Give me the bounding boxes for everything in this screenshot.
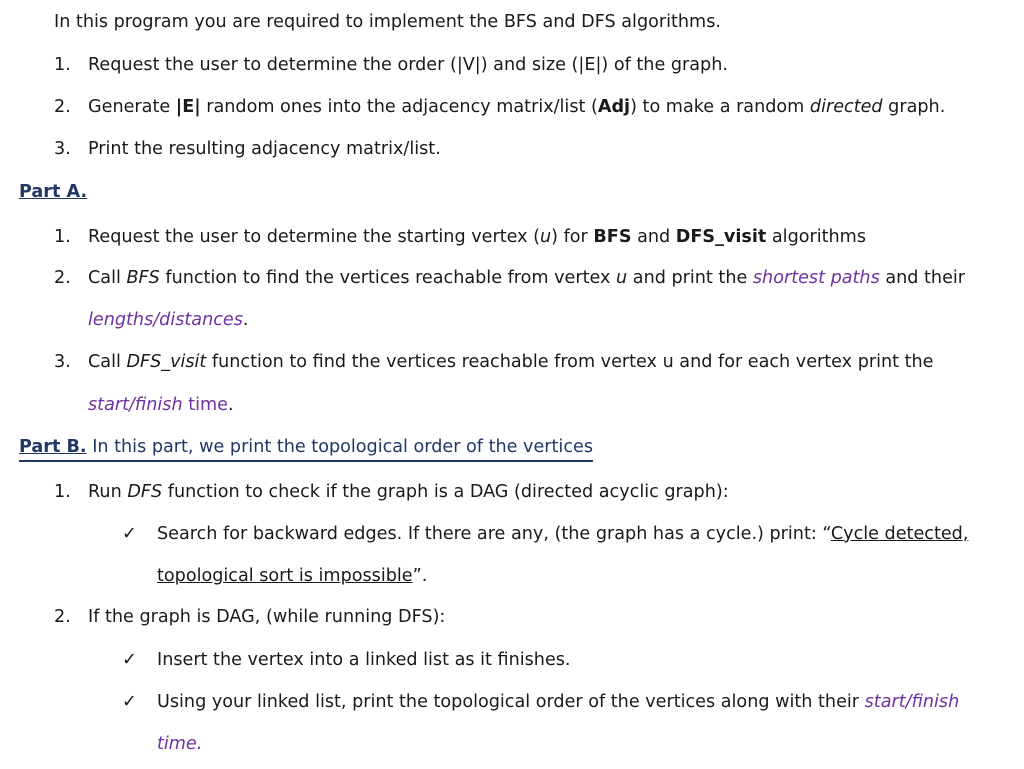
list-text [157,649,571,671]
text-run: Print the resulting adjacency matrix/list. [88,139,441,159]
text-underlined: topological sort is impossible [157,566,413,586]
text-run: Call [88,268,127,288]
text-italic: directed [809,97,883,117]
text-run: function to find the vertices reachable from vertex [159,268,617,288]
list-text [88,54,728,76]
text-run: ) to make a random [630,97,810,117]
list-text [88,267,965,289]
part-b-heading [19,436,593,462]
list-number: 1. [54,55,71,75]
text-emphasis: lengths/distances [88,310,243,330]
text-run: Using your linked list, print the topological order of the vertices along with their [157,692,865,712]
text-run: graph. [882,97,946,117]
text-italic: DFS [127,482,163,502]
text-run: If the graph is DAG, (while running DFS): [88,607,446,627]
text-run: function to check if the graph is a DAG (directed acyclic graph): [162,482,729,502]
list-text [157,733,202,755]
list-number: 3. [54,139,71,159]
intro-text: In this program you are required to implement the BFS and DFS algorithms. [54,12,721,32]
text-bold: DFS_visit [675,227,767,247]
text-italic: BFS [126,268,160,288]
text-emphasis: start/finish [864,692,960,712]
text-run: ”. [412,566,428,586]
text-run: function to find the vertices reachable from vertex u and for each vertex print the [206,352,934,372]
text-run: and their [879,268,966,288]
text-run: Request the user to determine the starting vertex ( [88,227,540,247]
list-number: 1. [54,482,71,502]
list-text [88,226,866,248]
text-run: ) for [551,227,594,247]
text-bold: BFS [593,227,632,247]
text-emphasis: time [182,395,228,415]
text-run: and [631,227,676,247]
list-text [88,481,729,503]
part-b-title: In this part, we print the topological order of the vertices [86,437,593,457]
list-text [88,96,945,118]
list-text [157,565,427,587]
list-number: 2. [54,607,71,627]
text-emphasis: time. [157,734,203,754]
checkmark-icon: ✓ [122,650,137,670]
checkmark-icon: ✓ [122,524,137,544]
list-text [88,394,234,416]
text-bold: Adj [597,97,631,117]
part-b-label: Part B. [19,437,87,457]
list-text [157,523,968,545]
text-run: algorithms [766,227,866,247]
checkmark-icon: ✓ [122,692,137,712]
list-text [88,138,441,160]
text-underlined: Cycle detected, [830,524,969,544]
text-italic: u [539,227,552,247]
text-emphasis: start/finish [88,395,183,415]
list-number: 3. [54,352,71,372]
text-run: Insert the vertex into a linked list as it finishes. [157,650,571,670]
list-number: 2. [54,97,71,117]
text-run: and print the [627,268,753,288]
text-run: . [227,395,234,415]
list-text [88,309,248,331]
list-text [88,606,445,628]
list-text [157,691,959,713]
list-text [88,351,934,373]
text-run: Generate [88,97,176,117]
text-run: Search for backward edges. If there are any, (the graph has a cycle.) print: “ [157,524,831,544]
text-run: random ones into the adjacency matrix/list ( [200,97,598,117]
text-run: . [242,310,249,330]
text-italic: DFS_visit [126,352,207,372]
part-a-heading: Part A. [19,182,88,202]
text-run: Run [88,482,128,502]
list-number: 1. [54,227,71,247]
text-run: Request the user to determine the order (|V|) and size (|E|) of the graph. [88,55,728,75]
text-italic: u [616,268,628,288]
text-emphasis: shortest paths [752,268,880,288]
text-run: Call [88,352,127,372]
list-number: 2. [54,268,71,288]
text-bold: |E| [175,97,201,117]
